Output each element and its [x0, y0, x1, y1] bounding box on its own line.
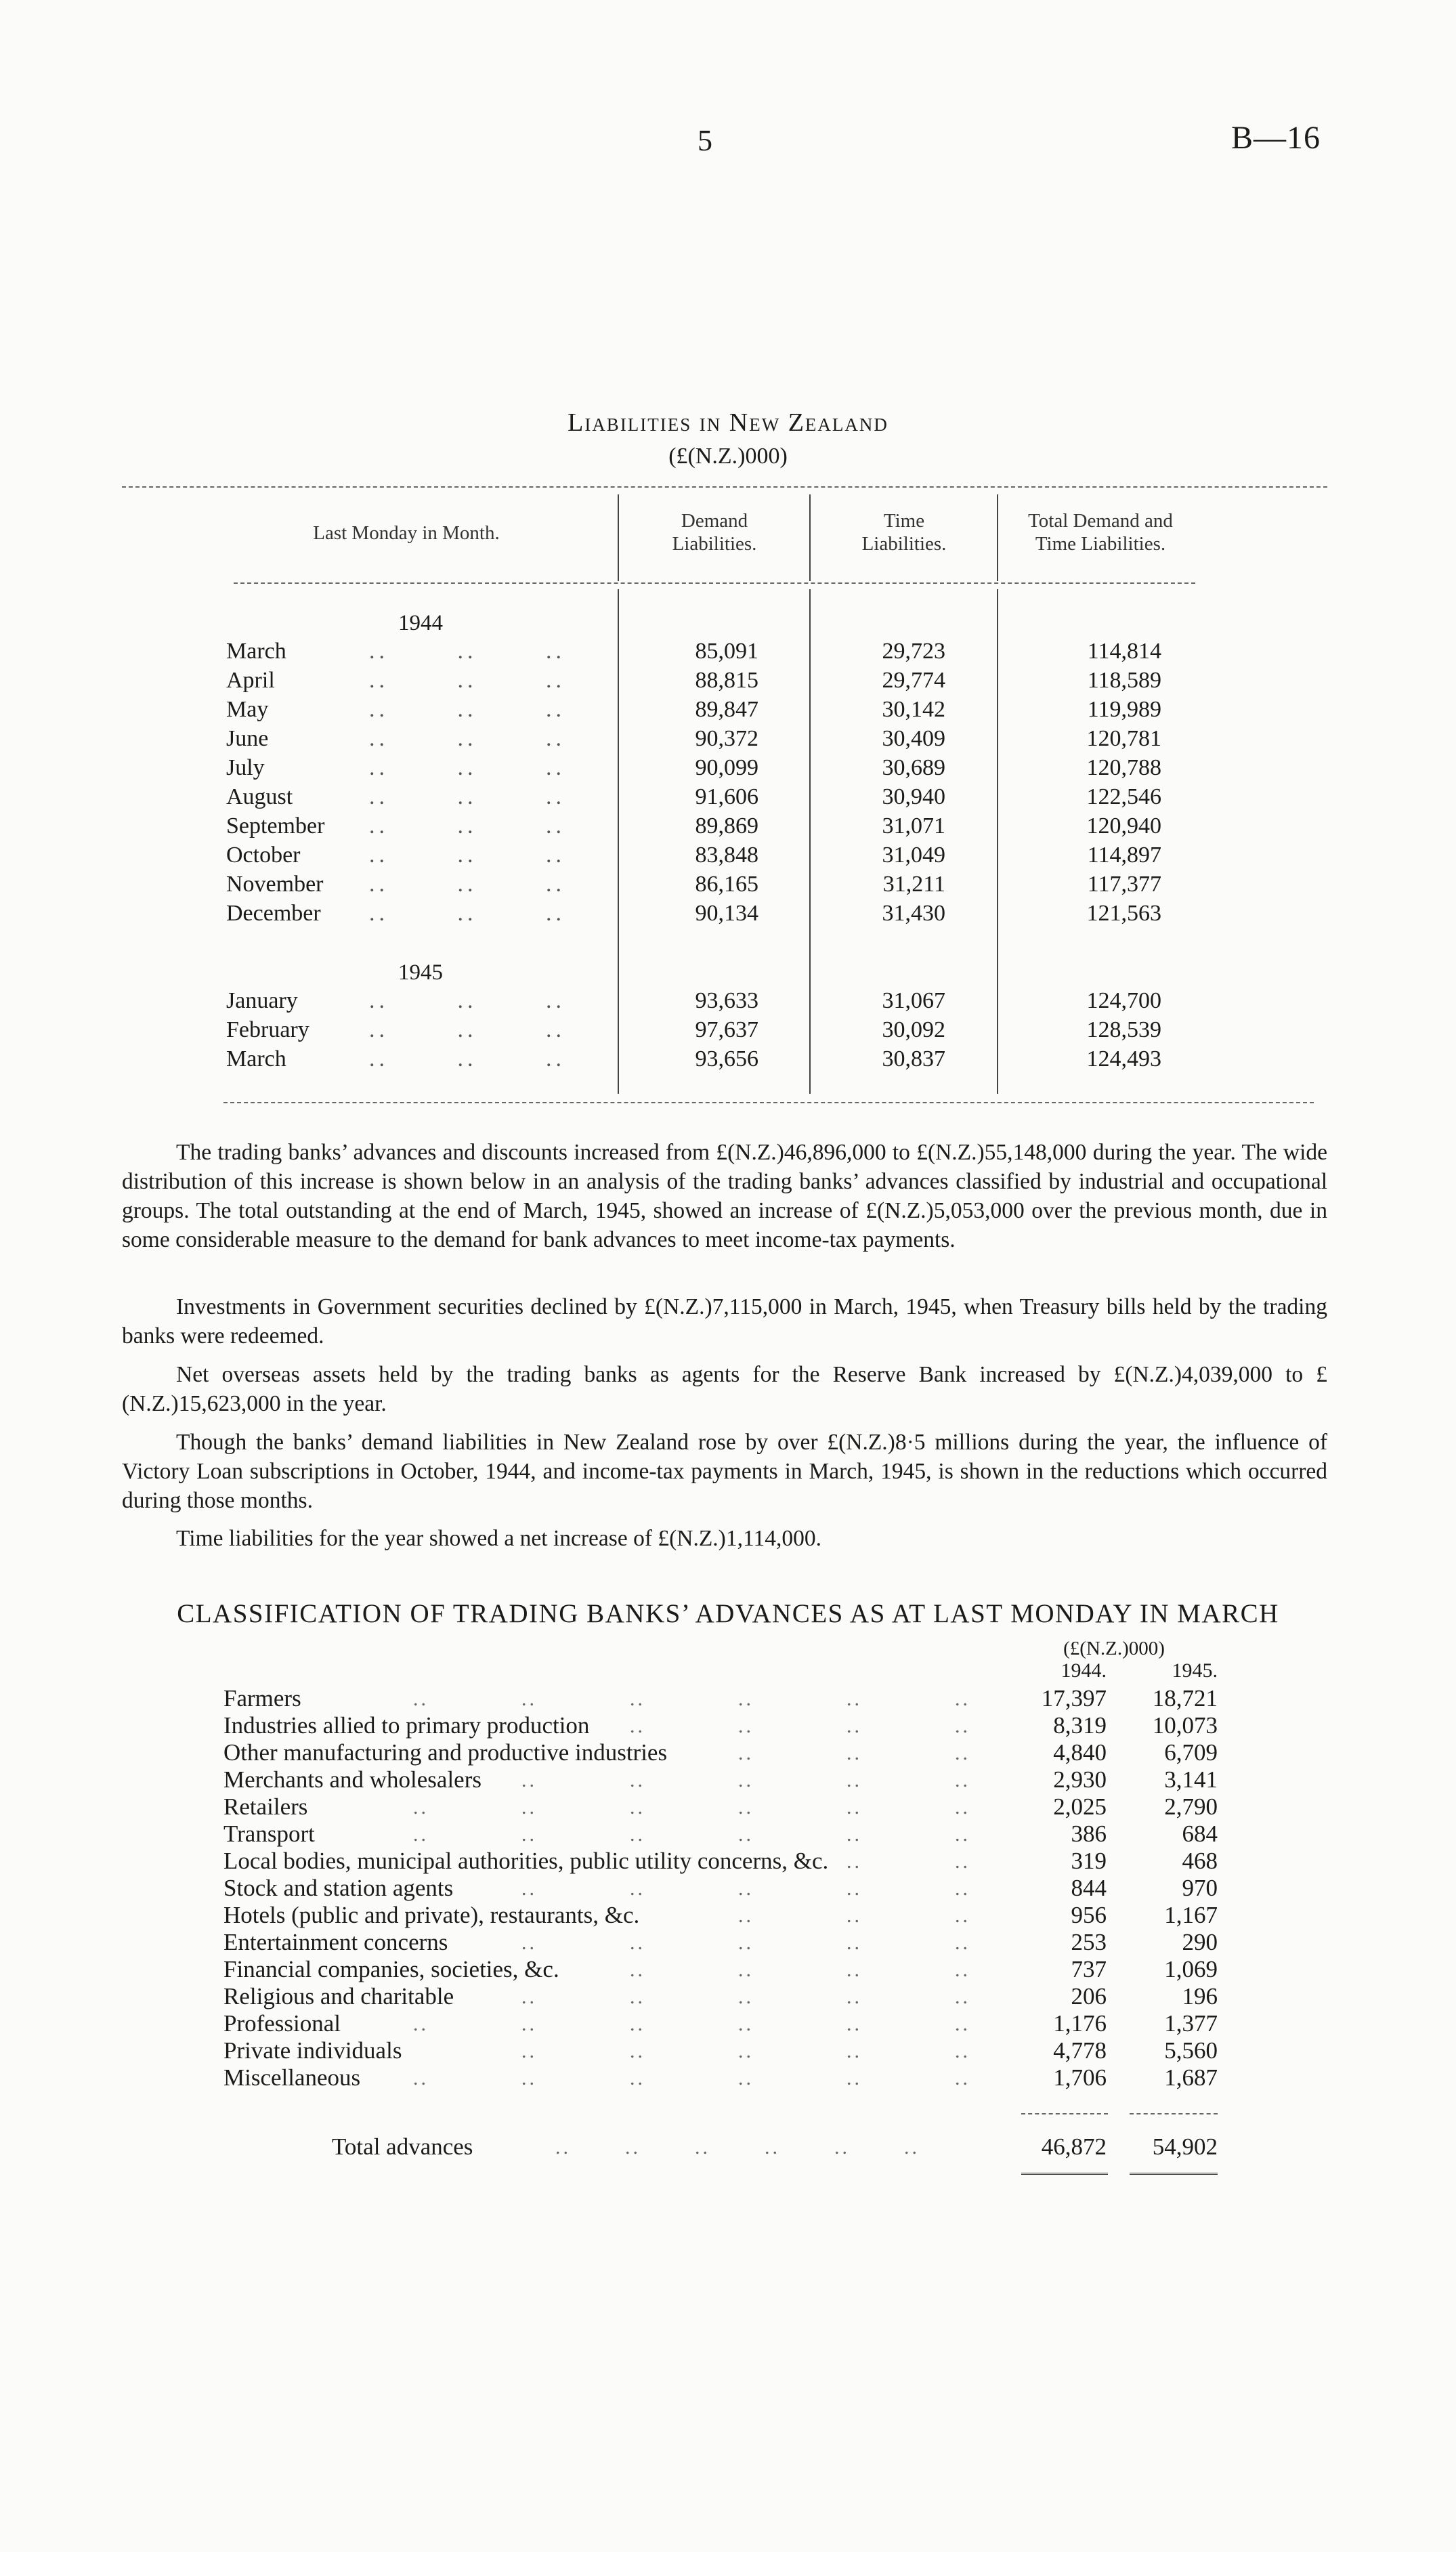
leader-dots: .. .. .. — [369, 726, 565, 751]
table-row — [0, 843, 1456, 871]
month-cell: August — [226, 784, 293, 809]
value-1944: 956 — [1071, 1902, 1107, 1928]
table-row — [0, 2037, 1456, 2064]
value-1944: 2,930 — [1053, 1766, 1107, 1793]
table-row — [0, 668, 1456, 696]
value-1945: 5,560 — [1164, 2037, 1218, 2064]
demand-cell: 83,848 — [695, 843, 758, 868]
table-row — [0, 2064, 1456, 2091]
table-row — [0, 1793, 1456, 1821]
table-row — [0, 1685, 1456, 1712]
category-label: Local bodies, municipal authorities, public utility concerns, &c. — [223, 1848, 829, 1874]
value-1944: 206 — [1071, 1983, 1107, 2009]
value-1945: 970 — [1182, 1875, 1218, 1901]
leader-dots: .. .. .. — [369, 755, 565, 780]
leader-dot: .. — [630, 1796, 645, 1819]
leader-dot: .. — [521, 2013, 537, 2035]
leader-dot: .. — [738, 2067, 754, 2089]
leader-dot: .. — [955, 1905, 970, 1927]
value-1945: 18,721 — [1152, 1685, 1218, 1711]
month-cell: October — [226, 843, 301, 868]
leader-dot: .. — [630, 1715, 645, 1737]
leader-dot: .. — [738, 1959, 754, 1981]
category-label: Other manufacturing and productive industries — [223, 1739, 668, 1766]
demand-cell: 91,606 — [695, 784, 758, 809]
page-reference: B—16 — [1231, 120, 1321, 156]
category-label: Transport — [223, 1821, 315, 1847]
time-cell: 29,774 — [882, 668, 945, 693]
demand-cell: 89,847 — [695, 697, 758, 722]
table-row — [0, 1739, 1456, 1766]
page-number: 5 — [698, 124, 712, 157]
category-label: Professional — [223, 2010, 341, 2037]
value-1944: 4,778 — [1053, 2037, 1107, 2064]
leader-dot: .. — [955, 1850, 970, 1873]
month-cell: June — [226, 726, 269, 751]
table-row — [0, 1929, 1456, 1956]
leader-dots: .. .. .. — [369, 639, 565, 664]
month-cell: January — [226, 988, 298, 1013]
value-1944: 253 — [1071, 1929, 1107, 1955]
category-label: Merchants and wholesalers — [223, 1766, 481, 1793]
table-row — [0, 784, 1456, 813]
demand-cell: 90,372 — [695, 726, 758, 751]
demand-cell: 88,815 — [695, 668, 758, 693]
leader-dots: .. .. .. — [369, 813, 565, 838]
leader-dot: .. — [630, 1986, 645, 2008]
table-row — [0, 813, 1456, 842]
category-label: Miscellaneous — [223, 2064, 361, 2091]
leader-dot: .. — [955, 1877, 970, 1900]
table-row — [0, 872, 1456, 900]
leader-dot: .. — [738, 1877, 754, 1900]
leader-dots: .. .. .. — [369, 988, 565, 1013]
leader-dot: .. — [413, 1823, 429, 1846]
value-1944: 844 — [1071, 1875, 1107, 1901]
table-row — [0, 2010, 1456, 2037]
total-1945: 54,902 — [1152, 2133, 1218, 2160]
time-cell: 30,409 — [882, 726, 945, 751]
table-row — [0, 1712, 1456, 1739]
table-row — [0, 1017, 1456, 1046]
leader-dot: .. — [521, 1769, 537, 1791]
total-cell: 114,897 — [1087, 843, 1161, 868]
leader-dot: .. — [413, 1688, 429, 1710]
month-cell: May — [226, 697, 269, 722]
leader-dot: .. — [955, 1769, 970, 1791]
table-row — [0, 1983, 1456, 2010]
paragraph: Net overseas assets held by the trading banks as agents for the Reserve Bank increased by £(N.Z.)4,039,000 to £(N.Z.)15,623,000 in the year. — [122, 1362, 1327, 1416]
liabilities-table-unit: (£(N.Z.)000) — [668, 444, 788, 469]
leader-dot: .. — [738, 1742, 754, 1764]
leader-dot: .. — [955, 1932, 970, 1954]
leader-dot: .. — [413, 2013, 429, 2035]
paragraph: Investments in Government securities declined by £(N.Z.)7,115,000 in March, 1945, when Treasury bills held by the trading banks were redeemed. — [122, 1294, 1327, 1348]
demand-cell: 90,134 — [695, 901, 758, 926]
header-month: Last Monday in Month. — [313, 522, 500, 544]
leader-dot: .. — [630, 1769, 645, 1791]
leader-dot: .. — [847, 1715, 862, 1737]
category-label: Entertainment concerns — [223, 1929, 448, 1955]
leader-dot: .. — [847, 2040, 862, 2062]
leader-dot: .. — [847, 1823, 862, 1846]
leader-dot: .. — [955, 1796, 970, 1819]
value-1945: 1,069 — [1164, 1956, 1218, 1982]
leader-dots: .. .. .. — [369, 697, 565, 722]
time-cell: 30,092 — [882, 1017, 945, 1042]
time-cell: 31,430 — [882, 901, 945, 926]
table-row — [0, 639, 1456, 667]
leader-dot: .. — [847, 1877, 862, 1900]
leader-dot: .. — [738, 1715, 754, 1737]
leader-dot: .. — [847, 1986, 862, 2008]
total-cell: 122,546 — [1086, 784, 1161, 809]
total-cell: 128,539 — [1086, 1017, 1161, 1042]
value-1945: 1,377 — [1164, 2010, 1218, 2037]
month-cell: November — [226, 872, 324, 897]
leader-dot: .. — [738, 1688, 754, 1710]
demand-cell: 89,869 — [695, 813, 758, 838]
column-divider — [809, 494, 811, 581]
category-label: Retailers — [223, 1793, 308, 1820]
leader-dot: .. — [955, 2013, 970, 2035]
header-rule — [234, 582, 1195, 584]
table-top-rule — [122, 486, 1327, 488]
total-cell: 118,589 — [1087, 668, 1161, 693]
total-cell: 121,563 — [1086, 901, 1161, 926]
leader-dot: .. — [738, 1796, 754, 1819]
leader-dot: .. — [738, 1986, 754, 2008]
leader-dot: .. — [630, 1688, 645, 1710]
total-label: Total advances — [332, 2133, 473, 2160]
category-label: Financial companies, societies, &c. — [223, 1956, 559, 1982]
total-cell: 119,989 — [1087, 697, 1161, 722]
leader-dot: .. — [521, 1986, 537, 2008]
leader-dots: .. .. .. — [369, 1017, 565, 1042]
value-1944: 8,319 — [1053, 1712, 1107, 1739]
header-total: Total Demand and Time Liabilities. — [1028, 510, 1173, 555]
total-row — [0, 2133, 1456, 2161]
category-label: Private individuals — [223, 2037, 402, 2064]
leader-dot: .. — [630, 1823, 645, 1846]
leader-dots: .. .. .. — [369, 784, 565, 809]
value-1944: 1,176 — [1053, 2010, 1107, 2037]
category-label: Religious and charitable — [223, 1983, 454, 2009]
leader-dot: .. — [521, 1688, 537, 1710]
leader-dot: .. — [955, 1688, 970, 1710]
time-cell: 29,723 — [882, 639, 945, 664]
leader-dot: .. — [521, 1823, 537, 1846]
table-row — [0, 1821, 1456, 1848]
table-row — [0, 726, 1456, 754]
value-1944: 2,025 — [1053, 1793, 1107, 1820]
subtotal-rule — [1130, 2113, 1218, 2114]
leader-dot: .. — [630, 1932, 645, 1954]
year-label: 1945 — [398, 960, 443, 985]
liabilities-table-title: Liabilities in New Zealand — [568, 408, 888, 437]
leader-dot: .. — [847, 1932, 862, 1954]
value-1945: 1,687 — [1164, 2064, 1218, 2091]
leader-dots: .. .. .. — [369, 901, 565, 926]
month-cell: March — [226, 639, 286, 664]
leader-dot: .. — [630, 2067, 645, 2089]
leader-dot: .. — [955, 1959, 970, 1981]
value-1945: 1,167 — [1164, 1902, 1218, 1928]
paragraph: Time liabilities for the year showed a net increase of £(N.Z.)1,114,000. — [176, 1526, 821, 1551]
table-row — [0, 1766, 1456, 1793]
total-rule — [1021, 2173, 1108, 2175]
leader-dot: .. — [738, 2013, 754, 2035]
demand-cell: 86,165 — [695, 872, 758, 897]
table-row — [0, 755, 1456, 784]
table-bottom-rule — [223, 1102, 1314, 1103]
advances-table-unit: (£(N.Z.)000) — [1063, 1638, 1165, 1659]
month-cell: December — [226, 901, 321, 926]
value-1944: 737 — [1071, 1956, 1107, 1982]
total-rule — [1130, 2173, 1218, 2175]
value-1945: 10,073 — [1152, 1712, 1218, 1739]
time-cell: 30,142 — [882, 697, 945, 722]
leader-dot: .. — [847, 1796, 862, 1819]
demand-cell: 90,099 — [695, 755, 758, 780]
leader-dot: .. — [630, 1877, 645, 1900]
leader-dot: .. — [955, 1742, 970, 1764]
value-1945: 196 — [1182, 1983, 1218, 2009]
total-cell: 117,377 — [1087, 872, 1161, 897]
column-divider — [618, 494, 619, 581]
table-row — [0, 1046, 1456, 1075]
leader-dot: .. — [847, 1959, 862, 1981]
value-1944: 4,840 — [1053, 1739, 1107, 1766]
leader-dot: .. — [847, 2067, 862, 2089]
column-divider — [997, 494, 998, 581]
leader-dot: .. — [630, 2040, 645, 2062]
total-cell: 124,700 — [1086, 988, 1161, 1013]
header-demand: Demand Liabilities. — [672, 510, 757, 555]
paragraph: Though the banks’ demand liabilities in New Zealand rose by over £(N.Z.)8·5 millions during the year, the influence of Victory Loan subscriptions in October, 1944, and income-tax payments in March, 1945, is shown in the reductions which occurred during those months. — [122, 1430, 1327, 1513]
total-cell: 114,814 — [1087, 639, 1161, 664]
category-label: Hotels (public and private), restaurants, &c. — [223, 1902, 640, 1928]
total-cell: 120,940 — [1086, 813, 1161, 838]
leader-dots: .. .. .. — [369, 668, 565, 693]
leader-dot: .. — [738, 1769, 754, 1791]
leader-dot: .. — [521, 1796, 537, 1819]
value-1945: 3,141 — [1164, 1766, 1218, 1793]
table-row — [0, 1902, 1456, 1929]
value-1944: 386 — [1071, 1821, 1107, 1847]
total-cell: 120,788 — [1086, 755, 1161, 780]
total-1944: 46,872 — [1041, 2133, 1107, 2160]
demand-cell: 97,637 — [695, 1017, 758, 1042]
demand-cell: 85,091 — [695, 639, 758, 664]
value-1945: 2,790 — [1164, 1793, 1218, 1820]
leader-dot: .. — [847, 2013, 862, 2035]
category-label: Stock and station agents — [223, 1875, 454, 1901]
leader-dot: .. — [738, 2040, 754, 2062]
demand-cell: 93,633 — [695, 988, 758, 1013]
leader-dots: .. .. .. — [369, 872, 565, 897]
leader-dot: .. — [738, 1905, 754, 1927]
month-cell: February — [226, 1017, 309, 1042]
value-1945: 290 — [1182, 1929, 1218, 1955]
month-cell: September — [226, 813, 325, 838]
leader-dots: .. .. .. — [369, 1046, 565, 1071]
leader-dot: .. — [521, 2067, 537, 2089]
time-cell: 30,837 — [882, 1046, 945, 1071]
total-cell: 120,781 — [1086, 726, 1161, 751]
table-row — [0, 901, 1456, 929]
leader-dot: .. — [413, 2067, 429, 2089]
table-row — [0, 988, 1456, 1017]
leader-dot: .. — [521, 2040, 537, 2062]
leader-dot: .. — [630, 2013, 645, 2035]
time-cell: 30,689 — [882, 755, 945, 780]
category-label: Farmers — [223, 1685, 301, 1711]
month-cell: March — [226, 1046, 286, 1071]
leader-dot: .. — [521, 1932, 537, 1954]
leader-dot: .. — [847, 1850, 862, 1873]
leader-dots: .. .. .. — [369, 843, 565, 868]
table-row — [0, 1875, 1456, 1902]
year-column-header: 1945. — [1172, 1659, 1218, 1682]
leader-dot: .. — [955, 1823, 970, 1846]
month-cell: July — [226, 755, 265, 780]
leader-dot: .. — [630, 1959, 645, 1981]
leader-dot: .. — [847, 1769, 862, 1791]
subtotal-rule — [1021, 2113, 1108, 2114]
demand-cell: 93,656 — [695, 1046, 758, 1071]
value-1945: 6,709 — [1164, 1739, 1218, 1766]
time-cell: 31,071 — [882, 813, 945, 838]
table-row — [0, 697, 1456, 725]
leader-dots: .. .. .. .. .. .. — [555, 2136, 920, 2158]
total-cell: 124,493 — [1086, 1046, 1161, 1071]
table-row — [0, 1956, 1456, 1983]
leader-dot: .. — [955, 1986, 970, 2008]
leader-dot: .. — [955, 2067, 970, 2089]
time-cell: 31,211 — [882, 872, 945, 897]
table-row — [0, 1848, 1456, 1875]
month-cell: April — [226, 668, 275, 693]
advances-table-title: CLASSIFICATION OF TRADING BANKS’ ADVANCES AS AT LAST MONDAY IN MARCH — [177, 1599, 1279, 1628]
value-1944: 17,397 — [1041, 1685, 1107, 1711]
leader-dot: .. — [738, 1823, 754, 1846]
leader-dot: .. — [738, 1932, 754, 1954]
leader-dot: .. — [847, 1742, 862, 1764]
leader-dot: .. — [521, 1877, 537, 1900]
leader-dot: .. — [955, 2040, 970, 2062]
value-1945: 468 — [1182, 1848, 1218, 1874]
paragraph: The trading banks’ advances and discounts increased from £(N.Z.)46,896,000 to £(N.Z.)55,148,000 during the year. The wide distribution of this increase is shown below in an analysis of the trading banks’ advances classified by industrial and occupational groups. The total outstanding at the end of March, 1945, showed an increase of £(N.Z.)5,053,000 over the previous month, due in some considerable measure to the demand for bank advances to meet income-tax payments. — [122, 1140, 1327, 1252]
leader-dot: .. — [847, 1688, 862, 1710]
leader-dot: .. — [847, 1905, 862, 1927]
value-1944: 1,706 — [1053, 2064, 1107, 2091]
header-time: Time Liabilities. — [861, 510, 947, 555]
year-label: 1944 — [398, 611, 443, 635]
time-cell: 31,067 — [882, 988, 945, 1013]
value-1945: 684 — [1182, 1821, 1218, 1847]
time-cell: 30,940 — [882, 784, 945, 809]
time-cell: 31,049 — [882, 843, 945, 868]
leader-dot: .. — [413, 1796, 429, 1819]
leader-dot: .. — [955, 1715, 970, 1737]
year-column-header: 1944. — [1061, 1659, 1107, 1682]
category-label: Industries allied to primary production — [223, 1712, 590, 1739]
value-1944: 319 — [1071, 1848, 1107, 1874]
